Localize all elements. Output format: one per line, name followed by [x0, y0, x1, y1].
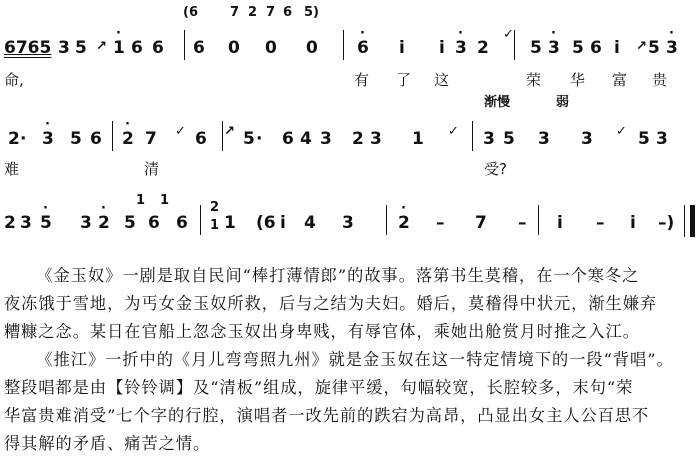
score-note: i [439, 38, 445, 58]
score-note: 5 [648, 38, 660, 58]
score-note: 6765 [4, 38, 52, 58]
score-note: 6 [90, 129, 102, 149]
score-mark: 1 [160, 193, 170, 208]
score-note: 0 [306, 38, 318, 58]
score-note: 1 [412, 129, 424, 149]
lyric-char: 了 [396, 71, 412, 89]
score-mark: 7 [266, 5, 276, 20]
barline [112, 121, 113, 151]
score-note: i [399, 38, 405, 58]
score-note: –) [658, 213, 675, 233]
prose-line: 《推江》一折中的《月儿弯弯照九州》就是金玉奴在这一特定情境下的一段“背唱”。 [36, 350, 674, 369]
lyric-char: 富 [612, 71, 628, 89]
score-mark: 7 [230, 5, 240, 20]
octave-dot: · [43, 201, 48, 216]
lyric-char: 清 [144, 160, 160, 178]
score-note: 2 [122, 129, 134, 149]
score-note: 3 [20, 213, 32, 233]
score-mark: 2 [248, 5, 258, 20]
score-note: – [518, 213, 527, 233]
score-note: 3 [548, 38, 560, 58]
score-note: 5 [243, 129, 255, 149]
barline [472, 121, 473, 151]
octave-dot: · [101, 201, 106, 216]
score-note: 2 [352, 129, 364, 149]
lyric-char: 难 [4, 160, 20, 178]
score-note: 3 [483, 129, 495, 149]
score-note: 5 [124, 213, 136, 233]
score-mark: 2 [210, 200, 220, 215]
score-note: 2 [398, 213, 410, 233]
score-note: 1 [224, 213, 236, 233]
score-note: 4 [304, 213, 316, 233]
score-note: 2 [4, 213, 16, 233]
score-note: 3 [80, 213, 92, 233]
final-barline-thin [684, 205, 685, 237]
octave-dot: · [458, 26, 463, 41]
prose-line: 糟糠之念。某日在官船上忽念玉奴出身卑贱，有辱官体，乘她出舱赏月时推之入江。 [4, 322, 640, 341]
score-note: 6 [590, 38, 602, 58]
score-note: 3 [42, 129, 54, 149]
score-note: 6 [131, 38, 143, 58]
score-mark: 弱 [556, 95, 570, 110]
lyric-char: 华 [570, 71, 586, 89]
score-note: · [256, 129, 263, 149]
score-note: 3 [370, 129, 382, 149]
score-note: 5 [75, 38, 87, 58]
score-note: 6 [195, 129, 207, 149]
score-mark: 6 [283, 5, 293, 20]
score-mark: ↗ [96, 39, 107, 54]
score-note: 6 [357, 38, 369, 58]
prose-line: 得其解的矛盾、痛苦之情。 [4, 434, 211, 453]
score-note: (6 [256, 213, 276, 233]
score-note: 6 [176, 213, 188, 233]
prose-line: 华富贵难消受”七个字的行腔，演唱者一改先前的跌宕为高昂，凸显出女主人公百思不 [4, 406, 650, 425]
lyric-char: 荣 [526, 71, 542, 89]
score-note: 1 [113, 38, 125, 58]
score-note: 6 [193, 38, 205, 58]
lyric-char: 命, [4, 71, 24, 89]
score-note: i [630, 213, 636, 233]
score-note: 6 [282, 129, 294, 149]
octave-dot: · [669, 26, 674, 41]
barline [184, 30, 185, 60]
score-mark: 5) [304, 5, 319, 20]
score-mark: 渐慢 [484, 95, 511, 110]
octave-dot: · [401, 201, 406, 216]
prose-line: 夜冻饿于雪地，为丐女金玉奴所救，后与之结为夫妇。婚后，莫稽得中状元，渐生嫌弃 [4, 294, 658, 313]
score-note: 6 [148, 213, 160, 233]
barline [386, 205, 387, 235]
score-note: 5 [530, 38, 542, 58]
score-note: 3 [656, 129, 668, 149]
score-note: i [280, 213, 286, 233]
score-note: 0 [265, 38, 277, 58]
octave-dot: · [116, 26, 121, 41]
barline [200, 205, 201, 235]
paragraph-story [4, 262, 696, 346]
octave-dot: · [125, 117, 130, 132]
octave-dot: · [360, 26, 365, 41]
score-mark: 1 [136, 193, 146, 208]
octave-dot: · [551, 26, 556, 41]
score-note: 0 [228, 38, 240, 58]
score-note: 2 [98, 213, 110, 233]
prose-line: 整段唱都是由【铃铃调】及“清板”组成，旋律平缓，句幅较宽，长腔较多，末句“荣 [4, 378, 634, 397]
score-mark: ✓ [616, 124, 627, 139]
score-note: 3 [320, 129, 332, 149]
lyric-char: 受? [484, 160, 507, 178]
barline [222, 121, 223, 151]
score-mark: (6 [183, 5, 198, 20]
score-mark: ↗ [636, 39, 647, 54]
prose-line: 《金玉奴》一剧是取自民间“棒打薄情郎”的故事。落第书生莫稽，在一个寒冬之 [36, 266, 640, 285]
barline [538, 205, 539, 235]
prose-text [4, 262, 696, 458]
score-note: 6 [152, 38, 164, 58]
score-note: 3 [538, 129, 550, 149]
score-mark: 1 [210, 218, 220, 233]
score-note: 5 [572, 38, 584, 58]
score-note: i [614, 38, 620, 58]
score-note: 5 [40, 213, 52, 233]
score-note: i [557, 213, 563, 233]
lyric-char: 这 [434, 71, 450, 89]
score-note: 3 [58, 38, 70, 58]
paragraph-analysis [4, 346, 696, 458]
octave-dot: · [45, 117, 50, 132]
score-note: 5 [70, 129, 82, 149]
score-note: 3 [342, 213, 354, 233]
score-mark: ✓ [448, 124, 459, 139]
score-note: 2 [477, 38, 489, 58]
score-mark: ↗ [224, 124, 235, 139]
score-mark: ✓ [503, 27, 514, 42]
score-note: 7 [145, 129, 157, 149]
score-note: 7 [475, 213, 487, 233]
score-note: 4 [300, 129, 312, 149]
score-note: · [20, 129, 27, 149]
lyric-char: 有 [354, 71, 370, 89]
lyric-char: 贵 [652, 71, 668, 89]
score-note: 5 [503, 129, 515, 149]
score-note: 5 [638, 129, 650, 149]
final-barline [690, 205, 695, 237]
score-note: 2 [8, 129, 20, 149]
score-note: – [596, 213, 605, 233]
score-note: 3 [581, 129, 593, 149]
barline [514, 30, 515, 60]
score-mark: ✓ [175, 124, 186, 139]
score-note: 3 [666, 38, 678, 58]
score-note: 3 [455, 38, 467, 58]
barline [343, 30, 344, 60]
score-note: – [436, 213, 445, 233]
